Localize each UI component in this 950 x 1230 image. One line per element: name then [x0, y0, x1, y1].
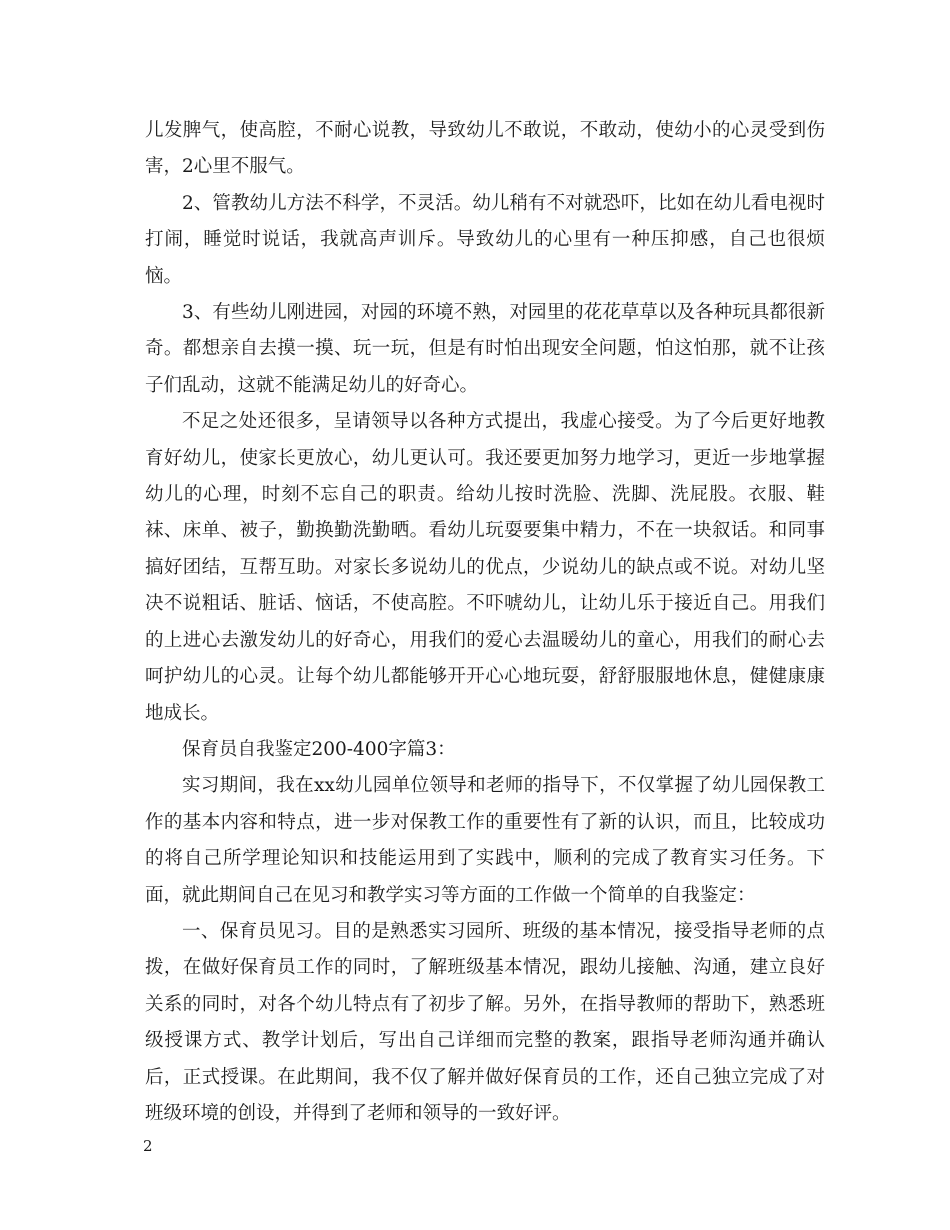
document-body: [145, 113, 825, 1132]
section-heading: 保育员自我鉴定200-400字篇3：: [182, 738, 456, 760]
paragraph: 实习期间，我在xx幼儿园单位领导和老师的指导下，不仅掌握了幼儿园保教工作的基本内容和特点，进一步对保教工作的重要性有了新的认识，而且，比较成功的将自己所学理论知识和技能运用到了实践中，顺利的完成了教育实习任务。下面，就此期间自己在见习和教学实习等方面的工作做一个简单的自我鉴定：: [145, 775, 825, 906]
paragraph: 3、有些幼儿刚进园，对园的环境不熟，对园里的花花草草以及各种玩具都很新奇。都想亲自去摸一摸、玩一玩，但是有时怕出现安全问题，怕这怕那，就不让孩子们乱动，这就不能满足幼儿的好奇心。: [145, 302, 825, 396]
page-number: 2: [143, 1137, 153, 1155]
paragraph: 不足之处还很多，呈请领导以各种方式提出，我虚心接受。为了今后更好地教育好幼儿，使家长更放心，幼儿更认可。我还要更加努力地学习，更近一步地掌握幼儿的心理，时刻不忘自己的职责。给幼儿按时洗脸、洗脚、洗屁股。衣服、鞋袜、床单、被子，勤换勤洗勤晒。看幼儿玩耍要集中精力，不在一块叙话。和同事搞好团结，互帮互助。对家长多说幼儿的优点，少说幼儿的缺点或不说。对幼儿坚决不说粗话、脏话、恼话，不使高腔。不吓唬幼儿，让幼儿乐于接近自己。用我们的上进心去激发幼儿的好奇心，用我们的爱心去温暖幼儿的童心，用我们的耐心去呵护幼儿的心灵。让每个幼儿都能够开开心心地玩耍，舒舒服服地休息，健健康康地成长。: [145, 411, 825, 724]
paragraph: 2、管教幼儿方法不科学，不灵活。幼儿稍有不对就恐吓，比如在幼儿看电视时打闹，睡觉时说话，我就高声训斥。导致幼儿的心里有一种压抑感，自己也很烦恼。: [145, 192, 825, 287]
paragraph: 儿发脾气，使高腔，不耐心说教，导致幼儿不敢说，不敢动，使幼小的心灵受到伤害，2心里不服气。: [145, 120, 825, 178]
paragraph: 一、保育员见习。目的是熟悉实习园所、班级的基本情况，接受指导老师的点拨，在做好保育员工作的同时，了解班级基本情况，跟幼儿接触、沟通，建立良好关系的同时，对各个幼儿特点有了初步了解。另外，在指导教师的帮助下，熟悉班级授课方式、教学计划后，写出自己详细而完整的教案，跟指导老师沟通并确认后，正式授课。在此期间，我不仅了解并做好保育员的工作，还自己独立完成了对班级环境的创设，并得到了老师和领导的一致好评。: [145, 920, 825, 1124]
